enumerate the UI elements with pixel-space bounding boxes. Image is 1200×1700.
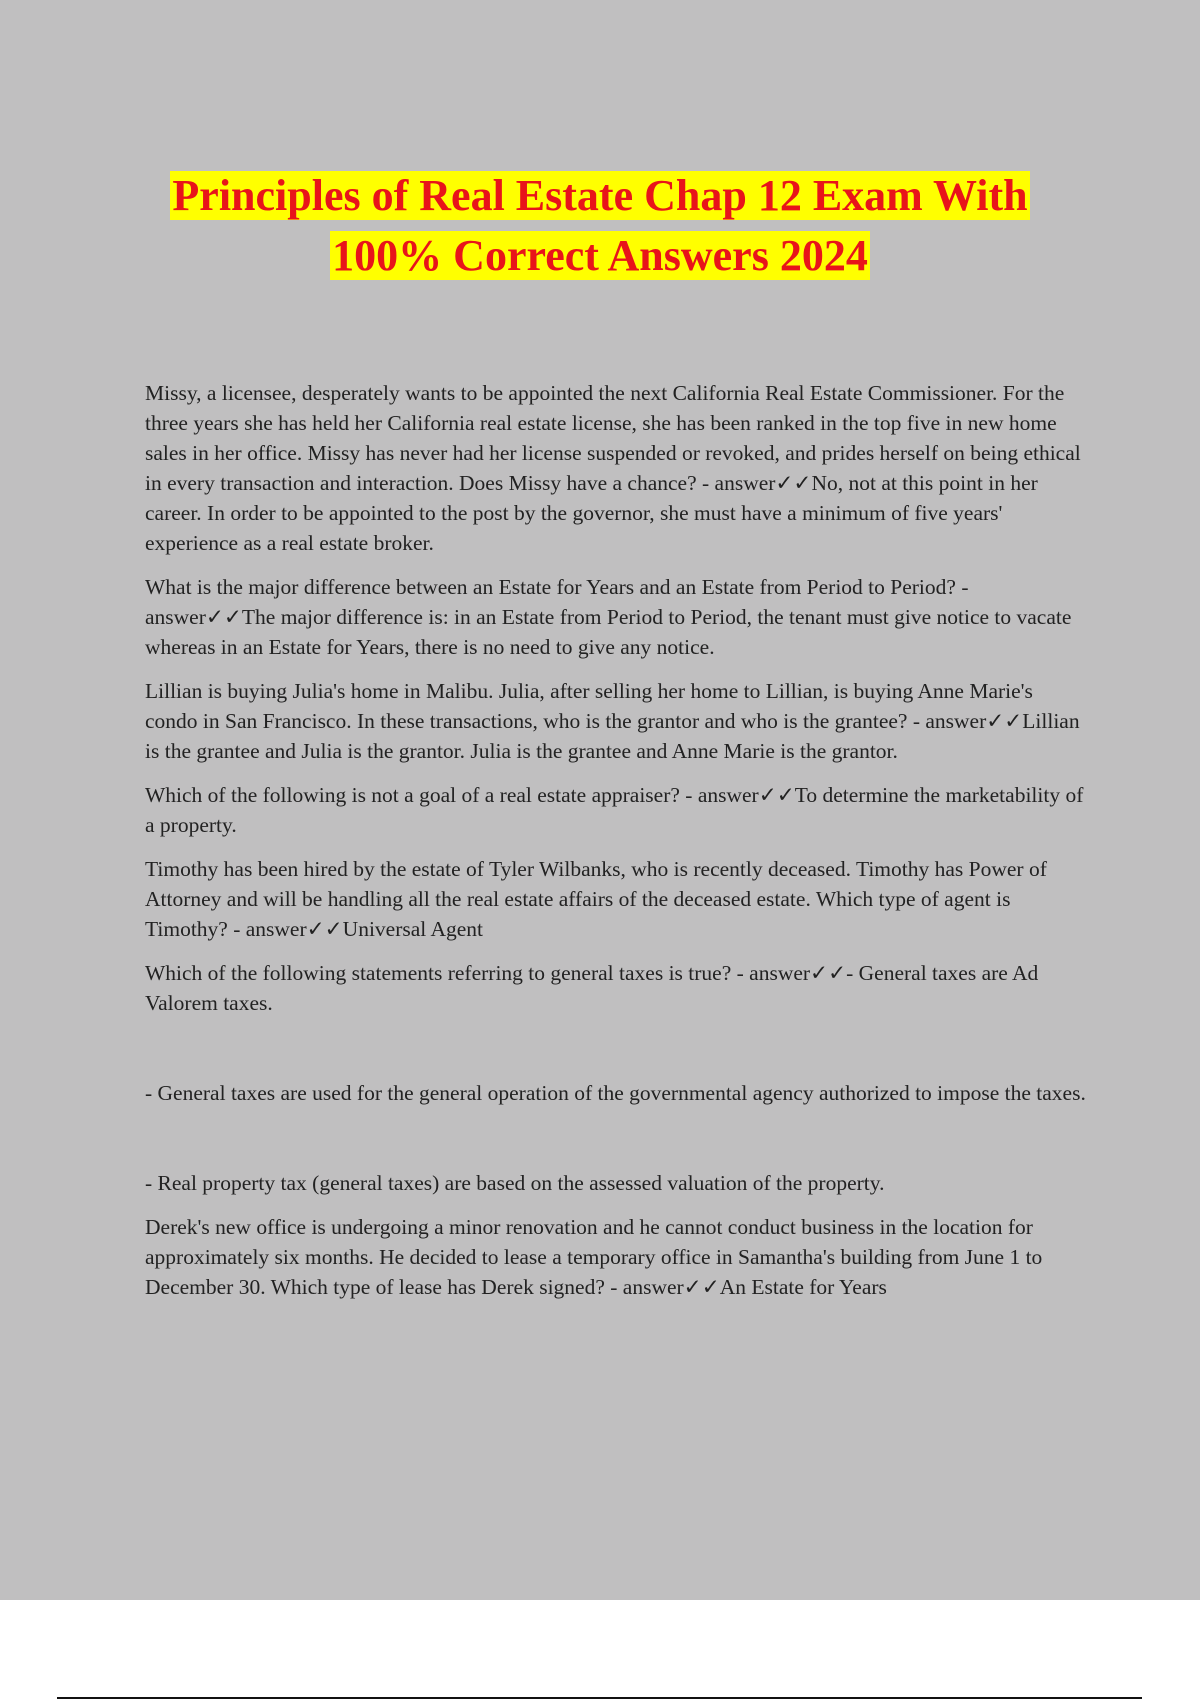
- paragraph-gap: [145, 1122, 1090, 1168]
- qa-item-1: Missy, a licensee, desperately wants to be appointed the next California Real Estate Commissioner. For the three years she has held her California real estate license, she has been ranked in the top five in new home sales in her office. Missy has never had her license suspended or revoked, and prides herself on being ethical in every transaction and interaction. Does Missy have a chance? - answer✓✓No, not at this point in her career. In order to be appointed to the post by the governor, she must have a minimum of five years' experience as a real estate broker.: [145, 381, 1081, 555]
- title-line-1: Principles of Real Estate Chap 12 Exam With: [172, 171, 1028, 220]
- qa-item-2: What is the major difference between an Estate for Years and an Estate from Period to Period? - answer✓✓The major difference is: in an Estate from Period to Period, the tenant must give notice to vacate whereas in an Estate for Years, there is no need to give any notice.: [145, 575, 1072, 659]
- qa-list: [145, 378, 1090, 1316]
- footer-divider: [57, 1697, 1142, 1699]
- title-line-2: 100% Correct Answers 2024: [332, 231, 868, 280]
- qa-item-6-continued-b: - Real property tax (general taxes) are based on the assessed valuation of the property.: [145, 1171, 885, 1195]
- paragraph-gap: [145, 1032, 1090, 1078]
- qa-item-7: Derek's new office is undergoing a minor renovation and he cannot conduct business in the location for approximately six months. He decided to lease a temporary office in Samantha's building from June 1 to December 30. Which type of lease has Derek signed? - answer✓✓An Estate for Years: [145, 1215, 1043, 1299]
- qa-item-5: Timothy has been hired by the estate of Tyler Wilbanks, who is recently deceased. Timothy has Power of Attorney and will be handling all the real estate affairs of the deceased estate. Which type of agent is Timothy? - answer✓✓Universal Agent: [145, 857, 1047, 941]
- qa-item-6: Which of the following statements referring to general taxes is true? - answer✓✓- General taxes are Ad Valorem taxes.: [145, 961, 1039, 1015]
- qa-item-3: Lillian is buying Julia's home in Malibu. Julia, after selling her home to Lillian, is buying Anne Marie's condo in San Francisco. In these transactions, who is the grantor and who is the grantee? - answer✓✓Lillian is the grantee and Julia is the grantor. Julia is the grantee and Anne Marie is the grantor.: [145, 679, 1080, 763]
- qa-item-4: Which of the following is not a goal of a real estate appraiser? - answer✓✓To determine the marketability of a property.: [145, 783, 1084, 837]
- document-title: [100, 166, 1100, 286]
- qa-item-6-continued-a: - General taxes are used for the general operation of the governmental agency authorized to impose the taxes.: [145, 1081, 1086, 1105]
